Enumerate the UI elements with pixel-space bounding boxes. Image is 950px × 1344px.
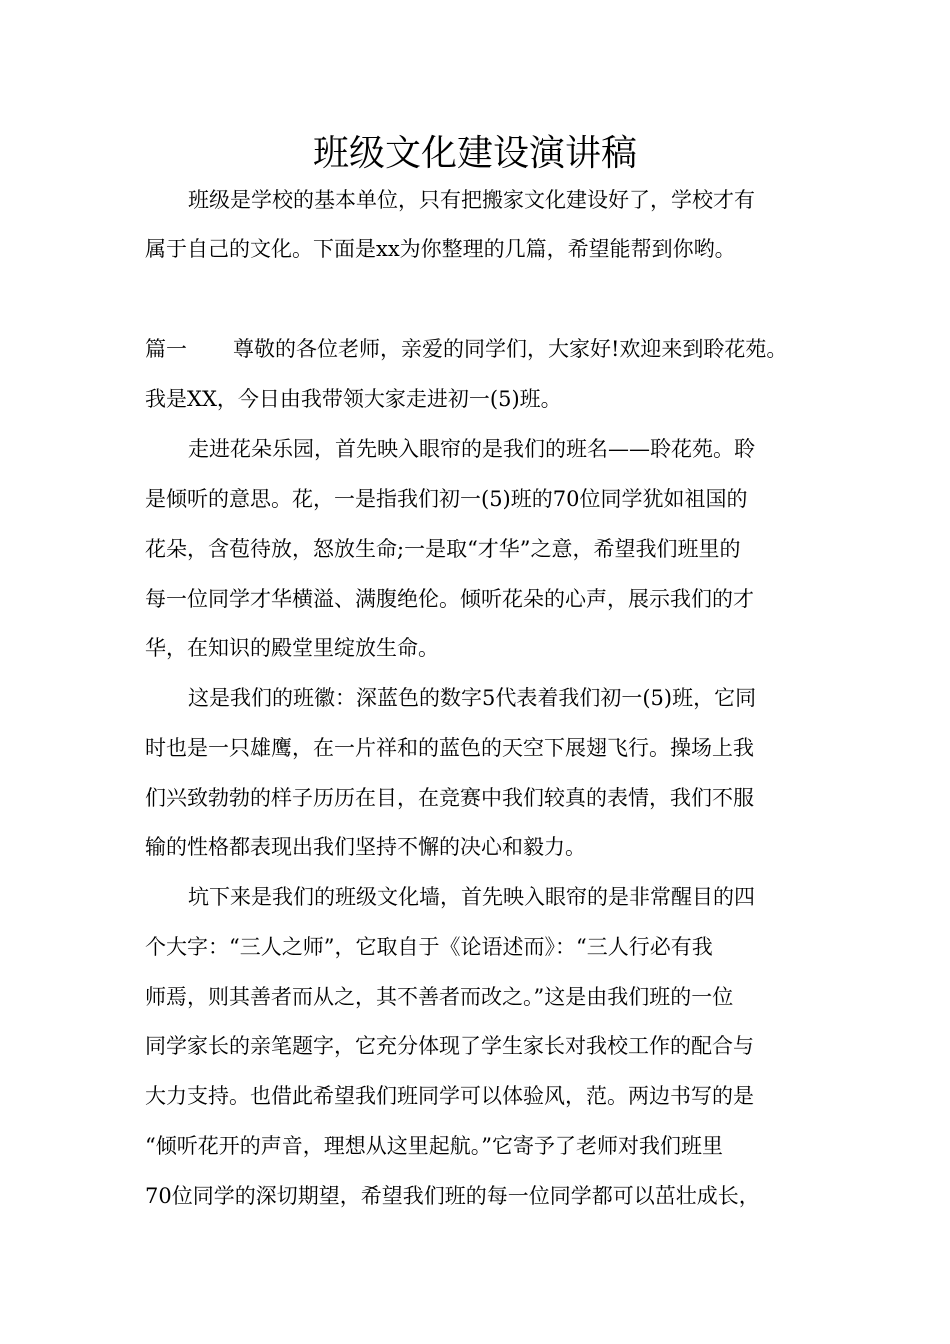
paragraph-line: “倾听花开的声音，理想从这里起航。”它寄予了老师对我们班里 (145, 1134, 723, 1158)
paragraph-line: 班级是学校的基本单位，只有把搬家文化建设好了，学校才有 (188, 188, 755, 212)
paragraph-line: 是倾听的意思。花，一是指我们初一(5)班的70位同学犹如祖国的 (145, 487, 748, 511)
paragraph-line: 大力支持。也借此希望我们班同学可以体验风，范。两边书写的是 (145, 1084, 754, 1108)
paragraph-line: 时也是一只雄鹰，在一片祥和的蓝色的天空下展翅飞行。操场上我 (145, 736, 754, 760)
paragraph-line: 坑下来是我们的班级文化墙，首先映入眼帘的是非常醒目的四 (188, 885, 755, 909)
section-first-line: 尊敬的各位老师，亲爱的同学们，大家好!欢迎来到聆花苑。 (233, 337, 788, 361)
paragraph-line: 这是我们的班徽：深蓝色的数字5代表着我们初一(5)班，它同 (188, 686, 757, 710)
paragraph-line: 属于自己的文化。下面是xx为你整理的几篇，希望能帮到你哟。 (145, 237, 736, 261)
paragraph-line: 花朵，含苞待放，怒放生命;一是取“才华”之意，希望我们班里的 (145, 537, 741, 561)
paragraph-line: 走进花朵乐园，首先映入眼帘的是我们的班名——聆花苑。聆 (188, 437, 755, 461)
section-label: 篇一 (145, 337, 187, 361)
paragraph-line: 们兴致勃勃的样子历历在目，在竞赛中我们较真的表情，我们不服 (145, 786, 754, 810)
paragraph-line (145, 329, 845, 369)
paragraph-line: 师焉，则其善者而从之，其不善者而改之。”这是由我们班的一位 (145, 985, 734, 1009)
paragraph-line: 个大字：“三人之师”，它取自于《论语述而》：“三人行必有我 (145, 935, 713, 959)
document-title: 班级文化建设演讲稿 (312, 133, 637, 174)
paragraph-line: 70位同学的深切期望，希望我们班的每一位同学都可以茁壮成长， (145, 1184, 760, 1208)
paragraph-line: 华，在知识的殿堂里绽放生命。 (145, 636, 439, 660)
paragraph-line: 输的性格都表现出我们坚持不懈的决心和毅力。 (145, 835, 586, 859)
paragraph-line: 我是XX，今日由我带领大家走进初一(5)班。 (145, 387, 562, 411)
paragraph-line: 每一位同学才华横溢、满腹绝伦。倾听花朵的心声，展示我们的才 (145, 587, 754, 611)
paragraph-line: 同学家长的亲笔题字，它充分体现了学生家长对我校工作的配合与 (145, 1034, 754, 1058)
